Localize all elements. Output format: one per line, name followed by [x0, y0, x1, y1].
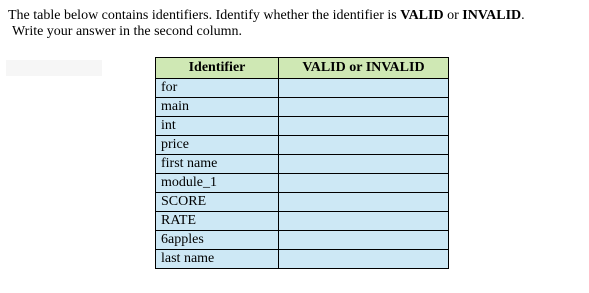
valid-keyword: VALID — [400, 8, 444, 23]
table-row — [156, 98, 449, 117]
answer-column-header: VALID or INVALID — [279, 58, 449, 79]
table-row — [156, 212, 449, 231]
instructions — [8, 8, 583, 40]
table-row — [156, 136, 449, 155]
table-row — [156, 155, 449, 174]
instruction-text: The table below contains identifiers. Identify whether the identifier is — [8, 8, 401, 23]
identifier-cell: last name — [156, 250, 279, 269]
table-row — [156, 250, 449, 269]
identifier-cell: 6apples — [156, 231, 279, 250]
identifier-cell: int — [156, 117, 279, 136]
answer-cell[interactable] — [279, 250, 449, 269]
table-row — [156, 174, 449, 193]
answer-cell[interactable] — [279, 193, 449, 212]
faint-background-box — [6, 60, 102, 76]
identifier-cell: first name — [156, 155, 279, 174]
identifier-column-header: Identifier — [156, 58, 279, 79]
instruction-line-2: Write your answer in the second column. — [12, 24, 242, 39]
period: . — [521, 8, 525, 23]
identifier-cell: SCORE — [156, 193, 279, 212]
answer-cell[interactable] — [279, 231, 449, 250]
invalid-keyword: INVALID — [462, 8, 522, 23]
table-header-row — [156, 58, 449, 79]
instruction-line-1 — [8, 8, 583, 24]
table-row — [156, 193, 449, 212]
answer-cell[interactable] — [279, 98, 449, 117]
table-row — [156, 231, 449, 250]
or-text: or — [443, 8, 463, 23]
table-row — [156, 117, 449, 136]
answer-cell[interactable] — [279, 174, 449, 193]
identifier-cell: price — [156, 136, 279, 155]
identifier-cell: for — [156, 79, 279, 98]
answer-cell[interactable] — [279, 79, 449, 98]
identifier-table — [155, 57, 449, 269]
answer-cell[interactable] — [279, 212, 449, 231]
answer-cell[interactable] — [279, 117, 449, 136]
identifier-cell: main — [156, 98, 279, 117]
answer-cell[interactable] — [279, 136, 449, 155]
identifier-cell: RATE — [156, 212, 279, 231]
table-row — [156, 79, 449, 98]
identifier-cell: module_1 — [156, 174, 279, 193]
answer-cell[interactable] — [279, 155, 449, 174]
